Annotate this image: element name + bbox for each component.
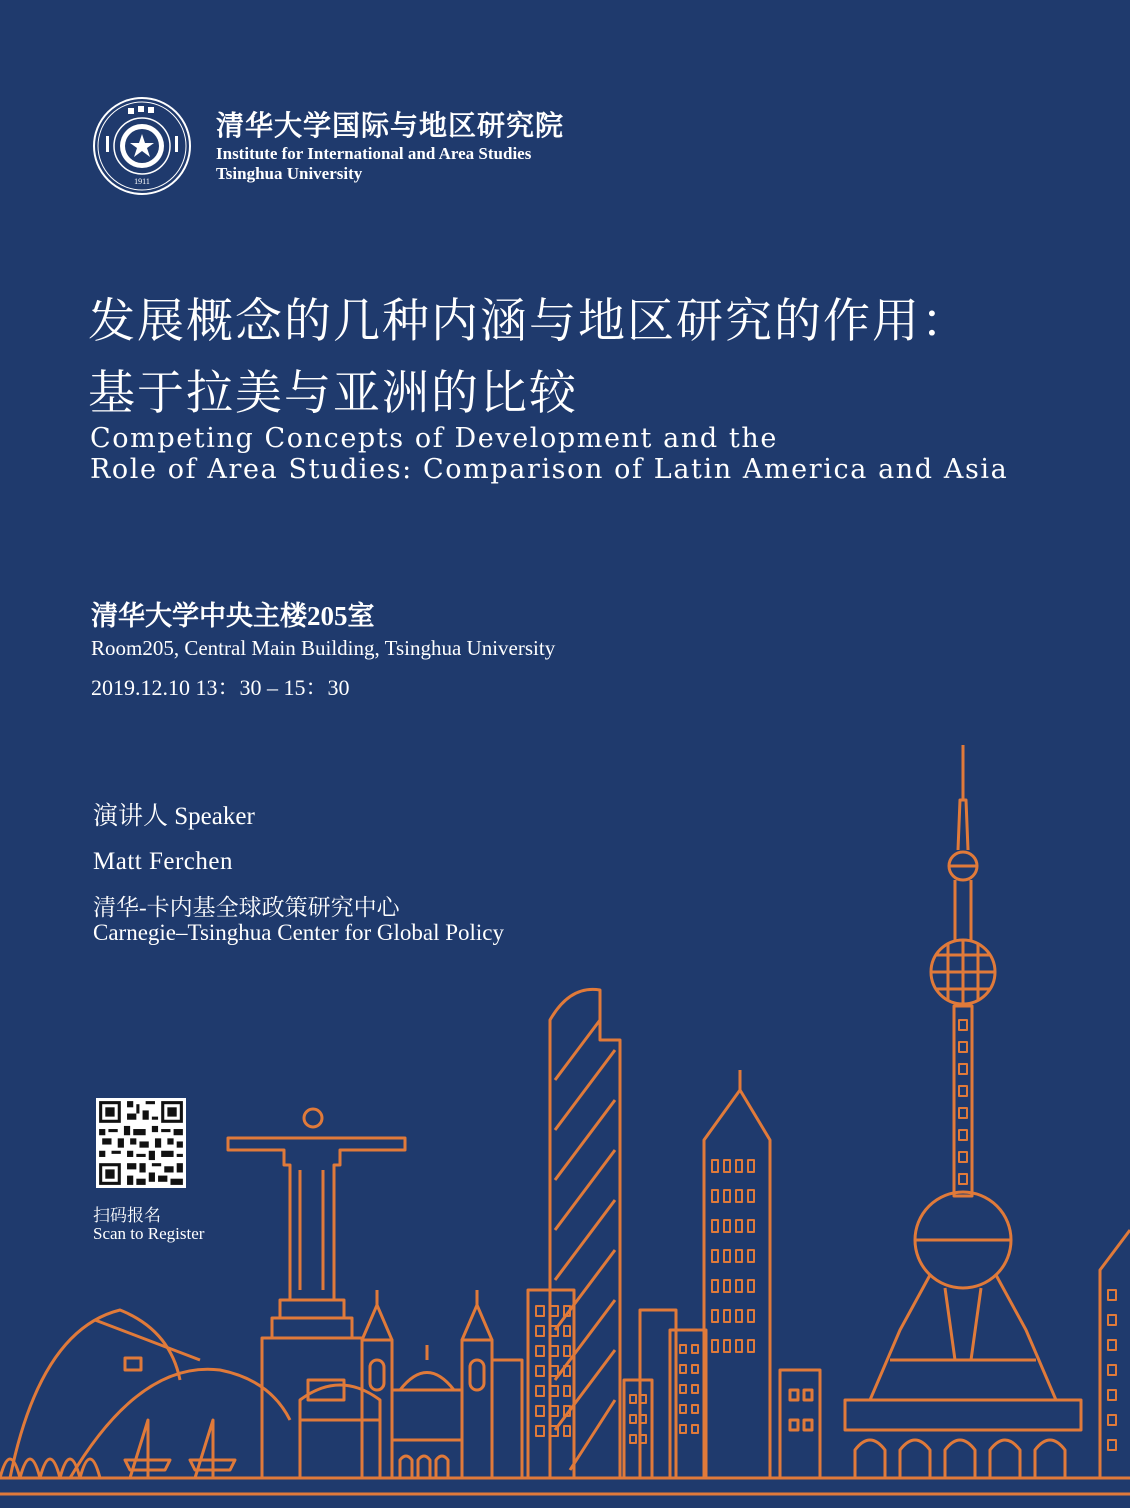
venue-en: Room205, Central Main Building, Tsinghua University: [91, 636, 556, 660]
institute-name-cn: 清华大学国际与地区研究院: [216, 111, 565, 142]
speaker-org-en: Carnegie–Tsinghua Center for Global Policy: [93, 920, 505, 945]
qr-label-cn: 扫码报名: [93, 1206, 161, 1225]
city-skyline-illustration: [0, 740, 1130, 1508]
title-cn-line1: 发展概念的几种内涵与地区研究的作用：: [88, 296, 970, 348]
title-cn-line2: 基于拉美与亚洲的比较: [88, 368, 578, 420]
institute-name-en: Institute for International and Area Studies: [216, 144, 532, 163]
university-name-en: Tsinghua University: [216, 164, 363, 183]
qr-label-en: Scan to Register: [93, 1224, 205, 1243]
event-datetime: 2019.12.10 13：30 – 15：30: [91, 675, 350, 700]
svg-text:1911: 1911: [134, 177, 150, 186]
venue-cn: 清华大学中央主楼205室: [91, 601, 375, 631]
tsinghua-seal-logo: [92, 96, 192, 196]
title-en-line1: Competing Concepts of Development and the: [90, 423, 778, 454]
speaker-org-cn: 清华-卡内基全球政策研究中心: [93, 895, 400, 920]
speaker-heading: 演讲人 Speaker: [93, 803, 255, 830]
title-en-line2: Role of Area Studies: Comparison of Latin America and Asia: [90, 454, 1009, 485]
speaker-name: Matt Ferchen: [93, 848, 233, 875]
